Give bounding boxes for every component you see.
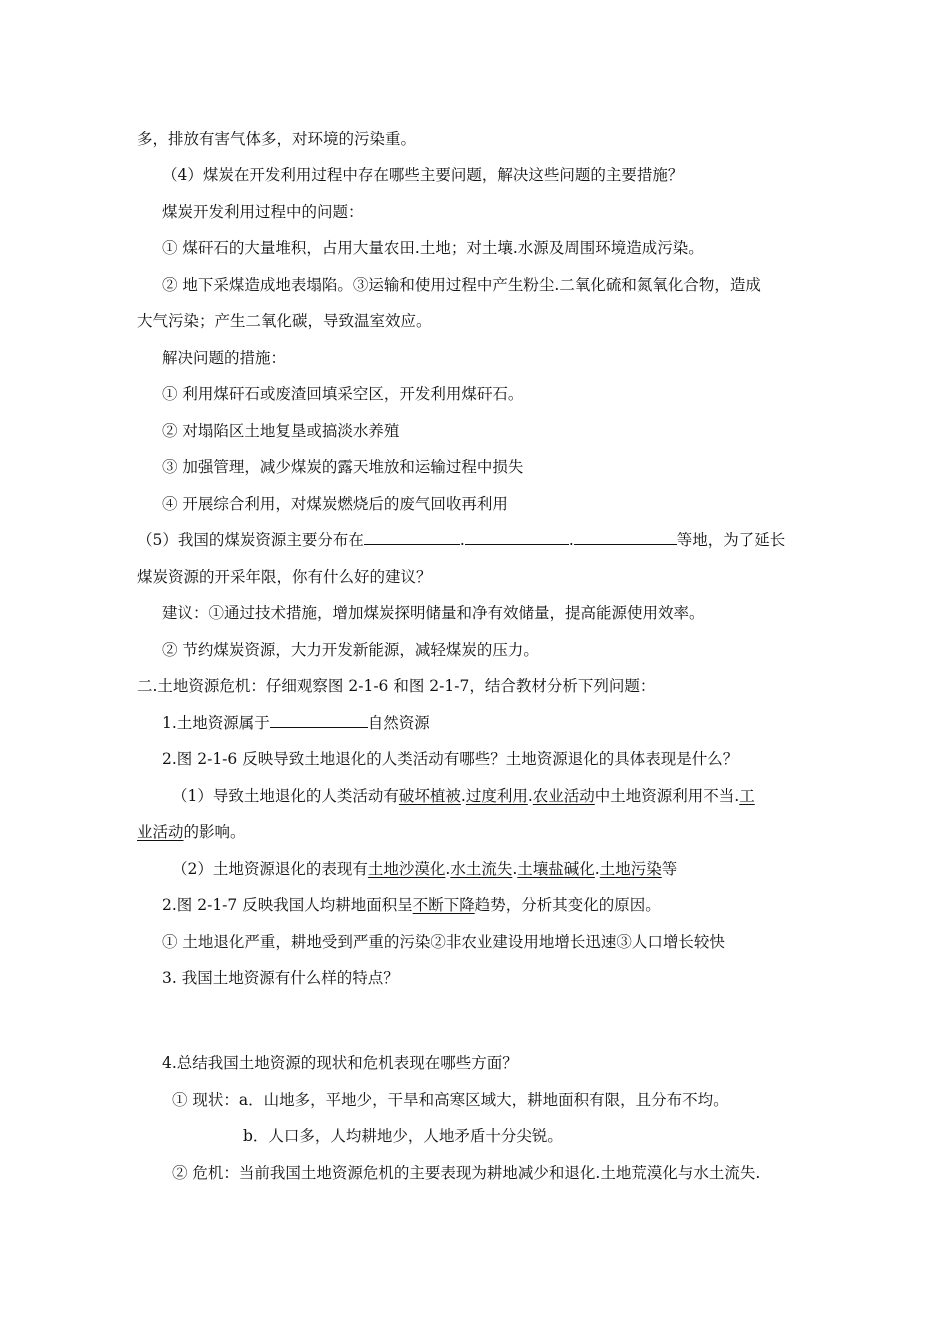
answer-blank[interactable] xyxy=(364,530,460,545)
status-item-b: b．人口多，人均耕地少，人地矛盾十分尖锐。 xyxy=(243,1127,563,1145)
activities-answer-cont xyxy=(137,822,246,842)
land-question-1 xyxy=(162,713,430,733)
answer-blank[interactable] xyxy=(270,713,368,728)
measure-item-1: ① 利用煤矸石或废渣回填采空区，开发利用煤矸石。 xyxy=(162,385,524,403)
activities-mid: 中土地资源利用不当. xyxy=(594,787,740,805)
measure-item-4: ④ 开展综合利用，对煤炭燃烧后的废气回收再利用 xyxy=(162,495,508,513)
underlined-answer: 土地污染 xyxy=(599,860,662,878)
activities-suffix: 的影响。 xyxy=(183,823,246,841)
measure-item-2: ② 对塌陷区土地复垦或搞淡水养殖 xyxy=(162,422,400,440)
underlined-answer: 工 xyxy=(739,787,755,805)
suggestion-2: ② 节约煤炭资源，大力开发新能源，减轻煤炭的压力。 xyxy=(162,641,539,659)
degradation-answer xyxy=(172,859,677,879)
activities-prefix: （1）导致土地退化的人类活动有 xyxy=(172,787,399,805)
land-question-1-suffix: 自然资源 xyxy=(367,714,430,732)
separator: . xyxy=(527,787,533,805)
separator: . xyxy=(568,531,574,549)
question-5 xyxy=(137,530,785,550)
degradation-suffix: 等 xyxy=(661,860,678,878)
underlined-answer: 不断下降 xyxy=(412,896,475,914)
text-line: 大气污染；产生二氧化碳，导致温室效应。 xyxy=(137,312,432,330)
trend-prefix: 2.图 2-1-7 反映我国人均耕地面积呈 xyxy=(162,896,413,914)
problem-item-1: ① 煤矸石的大量堆积，占用大量农田.土地；对土壤.水源及周围环境造成污染。 xyxy=(162,239,704,257)
separator: . xyxy=(459,531,465,549)
separator: . xyxy=(594,860,600,878)
question-5-prefix: （5）我国的煤炭资源主要分布在 xyxy=(137,531,364,549)
text-line: 煤炭资源的开采年限，你有什么好的建议？ xyxy=(137,568,432,586)
answer-blank[interactable] xyxy=(465,530,569,545)
degradation-prefix: （2）土地资源退化的表现有 xyxy=(172,860,368,878)
land-question-1-prefix: 1.土地资源属于 xyxy=(162,714,270,732)
suggestion-1: 建议：①通过技术措施，增加煤炭探明储量和净有效储量，提高能源使用效率。 xyxy=(162,604,705,622)
underlined-answer: 破坏植被 xyxy=(398,787,461,805)
reasons-answer: ① 土地退化严重，耕地受到严重的污染②非农业建设用地增长迅速③人口增长较快 xyxy=(162,933,725,951)
underlined-answer: 业活动 xyxy=(137,823,184,841)
section-heading: 二.土地资源危机：仔细观察图 2-1-6 和图 2-1-7，结合教材分析下列问题： xyxy=(137,677,656,695)
activities-answer xyxy=(172,786,755,806)
problem-item-2: ② 地下采煤造成地表塌陷。③运输和使用过程中产生粉尘.二氧化硫和氮氧化合物，造成 xyxy=(162,276,761,294)
question-4: （4）煤炭在开发利用过程中存在哪些主要问题，解决这些问题的主要措施？ xyxy=(162,166,684,184)
subheading-measures: 解决问题的措施： xyxy=(162,349,287,367)
separator: . xyxy=(512,860,518,878)
trend-question xyxy=(162,895,661,915)
underlined-answer: 土地沙漠化 xyxy=(367,860,446,878)
underlined-answer: 土壤盐碱化 xyxy=(517,860,595,878)
land-question-2: 2.图 2-1-6 反映导致土地退化的人类活动有哪些？土地资源退化的具体表现是什么？ xyxy=(162,750,739,768)
land-question-3: 3. 我国土地资源有什么样的特点？ xyxy=(162,969,399,987)
text-line: 多，排放有害气体多，对环境的污染重。 xyxy=(137,130,417,148)
status-item-a: ① 现状：a．山地多，平地少，干旱和高寒区域大，耕地面积有限，且分布不均。 xyxy=(172,1091,729,1109)
measure-item-3: ③ 加强管理，减少煤炭的露天堆放和运输过程中损失 xyxy=(162,458,524,476)
land-question-4: 4.总结我国土地资源的现状和危机表现在哪些方面？ xyxy=(162,1054,518,1072)
subheading-problems: 煤炭开发利用过程中的问题： xyxy=(162,203,364,221)
trend-suffix: 趋势，分析其变化的原因。 xyxy=(474,896,661,914)
separator: . xyxy=(460,787,466,805)
question-5-suffix: 等地，为了延长 xyxy=(676,531,786,549)
underlined-answer: 水土流失 xyxy=(450,860,513,878)
separator: . xyxy=(445,860,451,878)
crisis-item: ② 危机：当前我国土地资源危机的主要表现为耕地减少和退化.土地荒漠化与水土流失. xyxy=(172,1164,761,1182)
underlined-answer: 过度利用 xyxy=(465,787,528,805)
underlined-answer: 农业活动 xyxy=(532,787,595,805)
answer-blank[interactable] xyxy=(574,530,677,545)
